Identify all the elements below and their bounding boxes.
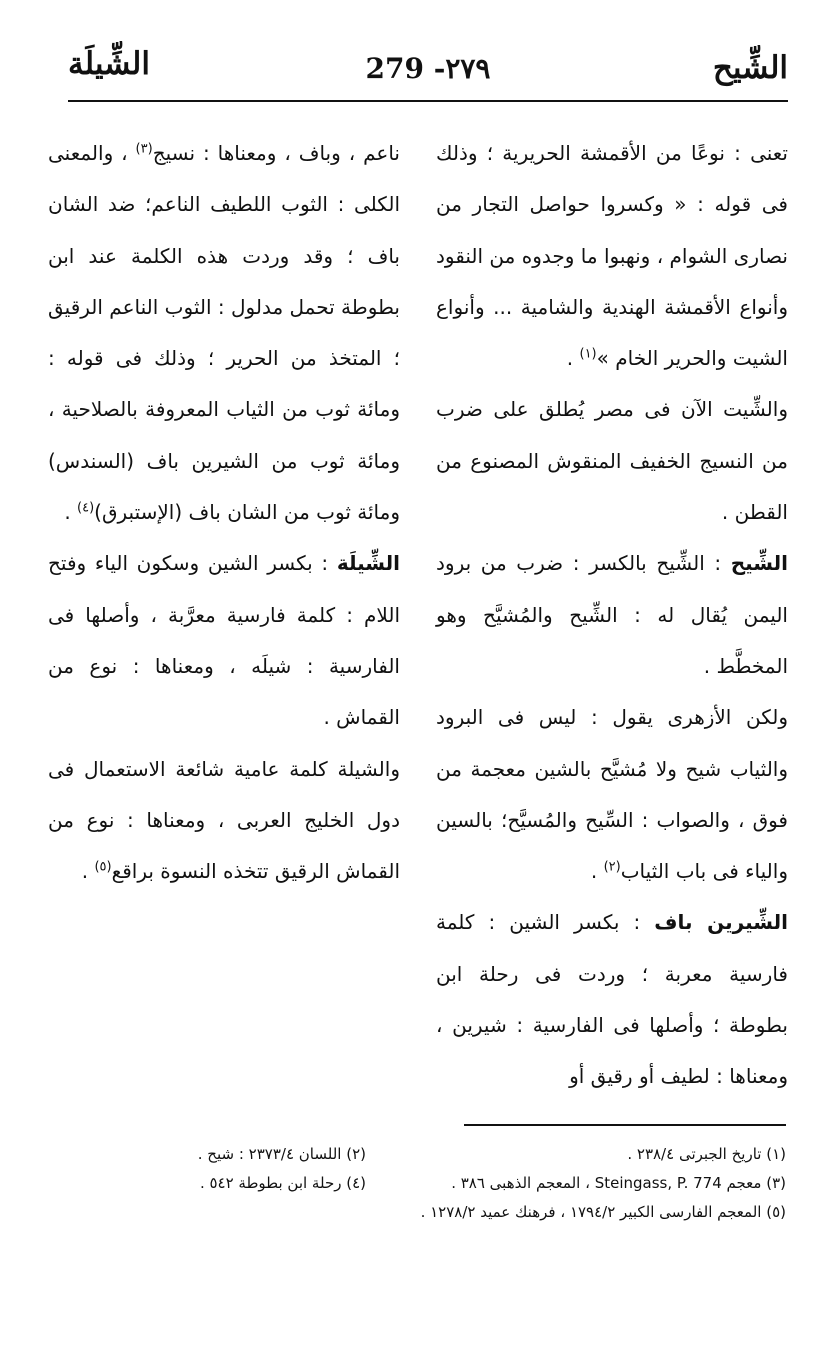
footnote-ref: (١): [579, 346, 597, 362]
entry-paragraph: الشِّيح : الشِّيح بالكسر : ضرب من برود اليمن يُقال له : الشِّيح والمُشيَّح وهو المخطَّط .: [436, 551, 788, 678]
footnote-line: [66, 1169, 786, 1198]
footnote-line: [66, 1140, 786, 1169]
footnote-3: (٣) معجم Steingass, P. 774 ، المعجم الذهبى ٣٨٦ .: [451, 1174, 786, 1192]
footnote-5: (٥) المعجم الفارسى الكبير ١٧٩٤/٢ ، فرهنك عميد ١٢٧٨/٢ .: [420, 1203, 786, 1221]
left-column: [48, 128, 400, 897]
entry-paragraph: والشيلة كلمة عامية شائعة الاستعمال فى دول الخليج العربى ، ومعناها : نوع من القماش الرقيق تتخذه النسوة براقع$^{(٥)}$ .: [48, 756, 400, 884]
footnote-2: (٢) اللسان ٢٣٧٣/٤ : شيح .: [197, 1145, 366, 1163]
footnote-4: (٤) رحلة ابن بطوطة ٥٤٢ .: [199, 1174, 366, 1192]
footnote-line: [66, 1198, 786, 1227]
entry-term: الشِّيح: [730, 551, 788, 576]
page-header: [68, 46, 788, 98]
entry-paragraph: الشِّيلَة : بكسر الشين وسكون الياء وفتح اللام : كلمة فارسية معرَّبة ، وأصلها فى الفارسية : شيلَه ، ومعناها : نوع من القماش .: [48, 551, 400, 730]
running-headword-right: الشِّيح: [712, 50, 788, 86]
entry-paragraph: والشِّيت الآن فى مصر يُطلق على ضرب من النسيج الخفيف المنقوش المصنوع من القطن .: [436, 397, 788, 525]
entry-term: الشِّيرين باف: [654, 910, 788, 935]
entry-paragraph: ولكن الأزهرى يقول : ليس فى البرود والثياب شيح ولا مُشيَّح بالشين معجمة من فوق ، والصواب : السِّيح والمُسيَّح؛ بالسين والياء فى باب الثياب$^{(٢)}$ .: [436, 705, 788, 884]
footnote-ref: (٥): [94, 859, 112, 875]
running-headword-left: الشِّيلَة: [68, 46, 150, 82]
entry-paragraph: ناعم ، وباف ، ومعناها : نسيج$^{(٣)}$ ، والمعنى الكلى : الثوب اللطيف الناعم؛ ضد الشان باف ؛ وقد وردت هذه الكلمة عند ابن بطوطة تحمل مدلول : الثوب الناعم الرقيق ؛ المتخذ من الحرير ؛ وذلك فى قوله : ومائة ثوب من الثياب المعروفة بالصلاحية ، ومائة ثوب من الشيرين باف (السندس) ومائة ثوب من الشان باف (الإستبرق)$^{(٤)}$ .: [47, 141, 400, 525]
entry-paragraph: تعنى : نوعًا من الأقمشة الحريرية ؛ وذلك فى قوله : « وكسروا حواصل التجار من نصارى الشوام ، ونهبوا ما وجدوه من النقود وأنواع الأقمشة الهندية والشامية ... وأنواع الشيت والحرير الخام »$^{(١)}$ .: [436, 141, 788, 371]
footnote-ref: (٢): [603, 859, 621, 875]
footnote-ref: (٣): [135, 141, 153, 157]
page-number: 279 -٢٧٩: [365, 52, 491, 85]
header-rule: [68, 100, 788, 102]
footnote-ref: (٤): [77, 500, 95, 516]
footnote-rule: [464, 1124, 786, 1126]
entry-paragraph: الشِّيرين باف : بكسر الشين : كلمة فارسية معربة ؛ وردت فى رحلة ابن بطوطة ؛ وأصلها فى الفارسية : شيرين ، ومعناها : لطيف أو رقيق أو: [436, 910, 788, 1089]
entry-term: الشِّيلَة: [336, 551, 400, 576]
footnotes: [66, 1140, 786, 1227]
footnote-1: (١) تاريخ الجبرتى ٢٣٨/٤ .: [627, 1145, 786, 1163]
right-column: [436, 128, 788, 1103]
